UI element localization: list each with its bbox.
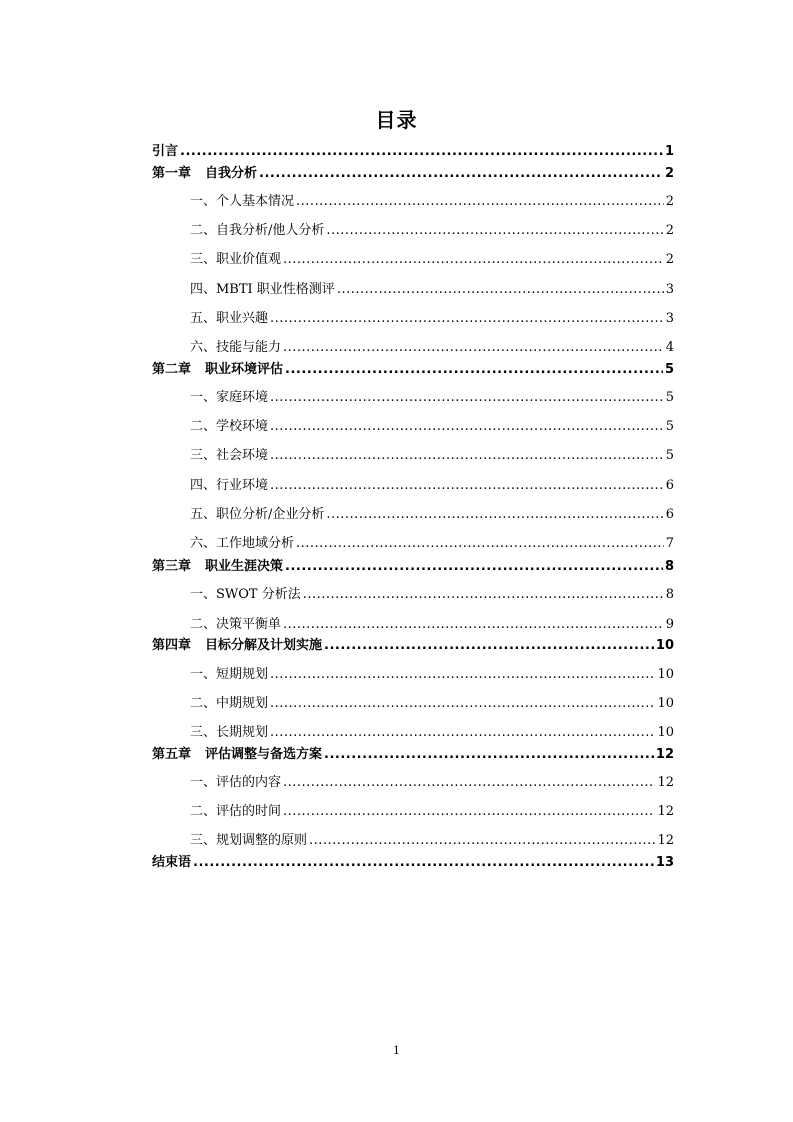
toc-section-entry[interactable] bbox=[152, 336, 674, 355]
toc-entry-label: 二、决策平衡单 bbox=[190, 617, 282, 632]
toc-entry-label: 二、学校环境 bbox=[190, 419, 269, 434]
toc-dot-leader bbox=[283, 775, 655, 790]
toc-dot-leader bbox=[303, 587, 664, 602]
toc-section-entry[interactable] bbox=[152, 474, 674, 493]
toc-chapter-entry[interactable] bbox=[152, 634, 674, 653]
toc-dot-leader bbox=[285, 559, 663, 574]
toc-page-number: 10 bbox=[655, 638, 674, 653]
toc-chapter-title: 评估调整与备选方案 bbox=[205, 747, 323, 762]
toc-section-entry[interactable] bbox=[152, 248, 674, 267]
toc-chapter-title: 职业生涯决策 bbox=[205, 559, 284, 574]
toc-entry-label: 五、职业兴趣 bbox=[190, 311, 269, 326]
toc-entry-label bbox=[152, 162, 257, 181]
toc-dot-leader bbox=[270, 667, 655, 682]
toc-dot-leader bbox=[324, 638, 654, 653]
toc-section-entry[interactable] bbox=[152, 721, 674, 740]
toc-entry-label bbox=[152, 743, 322, 762]
toc-section-entry[interactable] bbox=[152, 532, 674, 551]
toc-dot-leader bbox=[270, 725, 655, 740]
toc-entry-label: 引言 bbox=[152, 144, 179, 159]
toc-chapter-number: 第二章 bbox=[152, 362, 192, 377]
toc-entry-label: 三、职业价值观 bbox=[190, 252, 282, 267]
toc-dot-leader bbox=[296, 536, 664, 551]
page-number: 1 bbox=[393, 1044, 400, 1057]
toc-page-number: 6 bbox=[665, 507, 674, 522]
toc-page-number: 2 bbox=[664, 166, 674, 181]
toc-section-entry[interactable] bbox=[152, 444, 674, 463]
toc-chapter-title: 自我分析 bbox=[205, 166, 258, 181]
toc-dot-leader bbox=[283, 340, 664, 355]
toc-page-number: 2 bbox=[665, 194, 674, 209]
toc-page-number: 8 bbox=[664, 559, 674, 574]
toc-page-number: 12 bbox=[657, 833, 674, 848]
toc-chapter-title: 目标分解及计划实施 bbox=[205, 638, 323, 653]
toc-section-entry[interactable] bbox=[152, 829, 674, 848]
toc-page-number: 10 bbox=[657, 725, 674, 740]
toc-page-number: 10 bbox=[657, 667, 674, 682]
toc-entry-label: 六、工作地域分析 bbox=[190, 536, 295, 551]
toc-dot-leader bbox=[270, 390, 664, 405]
toc-section-entry[interactable] bbox=[152, 190, 674, 209]
toc-section-entry[interactable] bbox=[152, 613, 674, 632]
toc-dot-leader bbox=[285, 362, 663, 377]
toc-entry-label: 三、规划调整的原则 bbox=[190, 833, 308, 848]
toc-page-number: 2 bbox=[665, 223, 674, 238]
toc-page-number: 4 bbox=[665, 340, 674, 355]
toc-section-entry[interactable] bbox=[152, 800, 674, 819]
toc-chapter-entry[interactable] bbox=[152, 851, 674, 870]
toc-entry-label: 五、职位分析/企业分析 bbox=[190, 507, 325, 522]
toc-title: 目录 bbox=[375, 108, 418, 132]
toc-chapter-number: 第一章 bbox=[152, 166, 192, 181]
toc-page-number: 1 bbox=[664, 144, 674, 159]
toc-section-entry[interactable] bbox=[152, 771, 674, 790]
toc-dot-leader bbox=[180, 144, 663, 159]
toc-page-number: 3 bbox=[665, 282, 674, 297]
toc-page-number: 13 bbox=[655, 855, 674, 870]
toc-page-number: 5 bbox=[665, 419, 674, 434]
toc-entry-label: 六、技能与能力 bbox=[190, 340, 282, 355]
toc-dot-leader bbox=[324, 747, 654, 762]
toc-section-entry[interactable] bbox=[152, 583, 674, 602]
toc-dot-leader bbox=[283, 617, 664, 632]
toc-entry-label: 一、个人基本情况 bbox=[190, 194, 295, 209]
toc-dot-leader bbox=[193, 855, 654, 870]
toc-chapter-number: 第三章 bbox=[152, 559, 192, 574]
toc-page-number: 5 bbox=[665, 448, 674, 463]
toc-page-number: 2 bbox=[665, 252, 674, 267]
toc-chapter-entry[interactable] bbox=[152, 743, 674, 762]
toc-dot-leader bbox=[283, 252, 664, 267]
toc-dot-leader bbox=[270, 696, 655, 711]
toc-section-entry[interactable] bbox=[152, 663, 674, 682]
toc-dot-leader bbox=[309, 833, 655, 848]
toc-chapter-number: 第五章 bbox=[152, 747, 192, 762]
toc-entry-label: 二、中期规划 bbox=[190, 696, 269, 711]
toc-page-number: 12 bbox=[657, 775, 674, 790]
toc-page-number: 5 bbox=[664, 362, 674, 377]
toc-page-number: 10 bbox=[657, 696, 674, 711]
toc-entry-label: 一、评估的内容 bbox=[190, 775, 282, 790]
toc-page-number: 12 bbox=[657, 804, 674, 819]
toc-entry-label: 二、评估的时间 bbox=[190, 804, 282, 819]
toc-page-number: 12 bbox=[655, 747, 674, 762]
toc-section-entry[interactable] bbox=[152, 278, 674, 297]
toc-page-number: 5 bbox=[665, 390, 674, 405]
toc-page-number: 7 bbox=[665, 536, 674, 551]
toc-section-entry[interactable] bbox=[152, 219, 674, 238]
toc-page-number: 6 bbox=[665, 478, 674, 493]
toc-entry-label bbox=[152, 634, 322, 653]
toc-dot-leader bbox=[326, 223, 663, 238]
toc-entry-label: 四、MBTI 职业性格测评 bbox=[190, 282, 335, 297]
toc-section-entry[interactable] bbox=[152, 386, 674, 405]
toc-chapter-number: 第四章 bbox=[152, 638, 192, 653]
toc-dot-leader bbox=[270, 419, 664, 434]
toc-entry-label bbox=[152, 555, 283, 574]
toc-dot-leader bbox=[326, 507, 663, 522]
toc-dot-leader bbox=[259, 166, 663, 181]
toc-dot-leader bbox=[283, 804, 655, 819]
toc-dot-leader bbox=[296, 194, 664, 209]
toc-entry-label: 结束语 bbox=[152, 855, 192, 870]
toc-entry-label: 四、行业环境 bbox=[190, 478, 269, 493]
toc-dot-leader bbox=[270, 448, 664, 463]
toc-page-number: 9 bbox=[665, 617, 674, 632]
toc-chapter-entry[interactable] bbox=[152, 162, 674, 181]
toc-entry-label bbox=[152, 358, 283, 377]
toc-entry-label: 二、自我分析/他人分析 bbox=[190, 223, 325, 238]
toc-entry-label: 一、短期规划 bbox=[190, 667, 269, 682]
toc-entry-label: 一、家庭环境 bbox=[190, 390, 269, 405]
toc-dot-leader bbox=[337, 282, 664, 297]
toc-section-entry[interactable] bbox=[152, 415, 674, 434]
toc-chapter-title: 职业环境评估 bbox=[205, 362, 284, 377]
toc-chapter-entry[interactable] bbox=[152, 140, 674, 159]
toc-entry-label: 三、长期规划 bbox=[190, 725, 269, 740]
toc-section-entry[interactable] bbox=[152, 692, 674, 711]
toc-chapter-entry[interactable] bbox=[152, 358, 674, 377]
toc-dot-leader bbox=[270, 478, 664, 493]
toc-page-number: 3 bbox=[665, 311, 674, 326]
toc-section-entry[interactable] bbox=[152, 307, 674, 326]
toc-page-number: 8 bbox=[665, 587, 674, 602]
toc-entry-label: 三、社会环境 bbox=[190, 448, 269, 463]
toc-entry-label: 一、SWOT 分析法 bbox=[190, 587, 301, 602]
toc-section-entry[interactable] bbox=[152, 503, 674, 522]
toc-chapter-entry[interactable] bbox=[152, 555, 674, 574]
toc-dot-leader bbox=[270, 311, 664, 326]
